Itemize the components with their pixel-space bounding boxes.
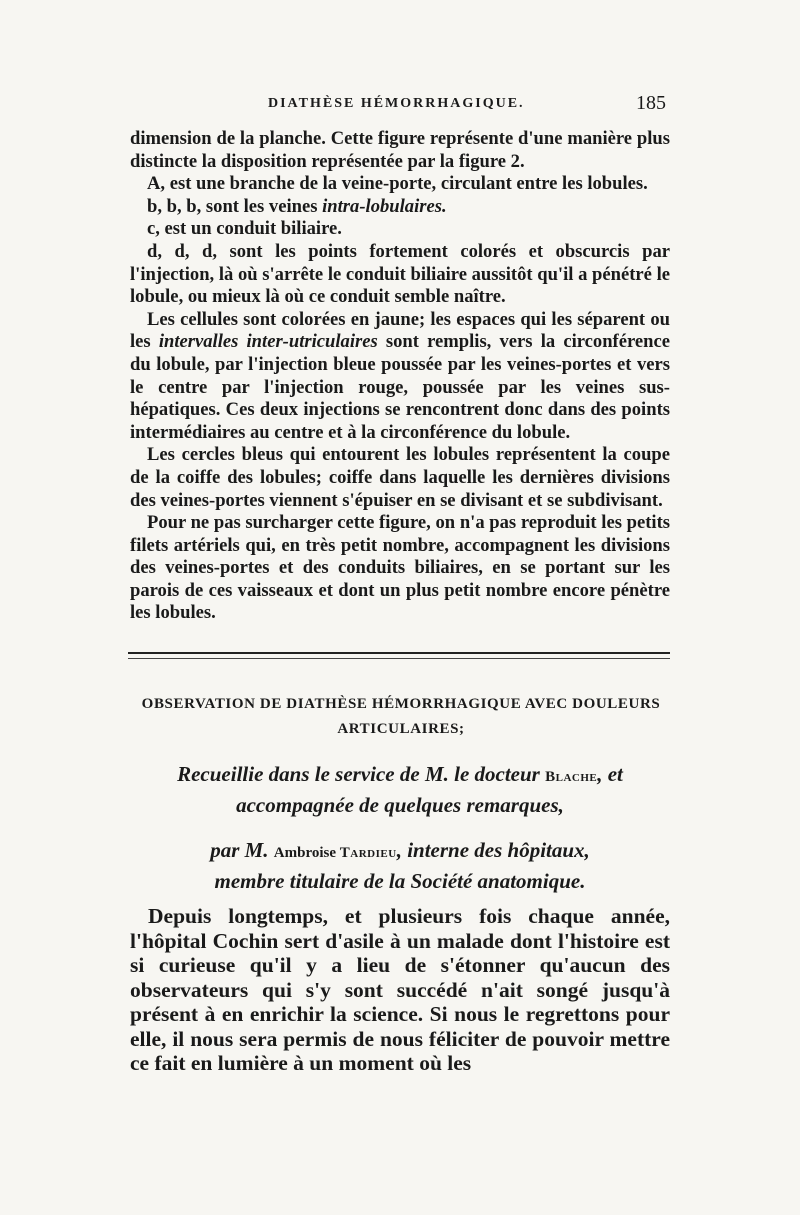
legend-text: sont remplis, vers la circonférence du lobule, par l'injection bleue poussée par les veines-portes et vers le centre par l'injection rouge, poussée par les veines sus-hépatiques. Ces deux injections se rencontrent donc dans des points intermédiaires au centre et à la circonférence du lobule.: [130, 331, 671, 443]
legend-paragraph: A, est une branche de la veine-porte, circulant entre les lobules.: [147, 173, 648, 195]
byline-line: membre titulaire de la Société anatomique.: [214, 869, 586, 893]
byline-text: par M.: [210, 838, 274, 862]
running-title: DIATHÈSE HÉMORRHAGIQUE.: [268, 96, 525, 111]
observation-title: [128, 692, 674, 742]
byline-line: [120, 836, 680, 867]
subtitle-line: accompagnée de quelques remarques,: [236, 793, 564, 817]
page-number: 185: [636, 92, 666, 114]
legend-paragraph: d, d, d, sont les points fortement colorés et obscurcis par l'injection, là où s'arrête le conduit biliaire aussitôt qu'il a pénétré le lobule, ou mieux là où ce conduit semble naître.: [130, 240, 670, 308]
legend-paragraph: Les cercles bleus qui entourent les lobules représentent la coupe de la coiffe des lobules; coiffe dans laquelle les dernières divisions des veines-portes viennent s'épuiser en se divisant et se subdivisant.: [130, 444, 670, 511]
author-first-name: Ambroise: [273, 845, 340, 861]
observation-title-line: ARTICULAIRES;: [337, 721, 465, 737]
observation-body: [130, 904, 670, 1076]
subtitle-line: [120, 760, 680, 791]
legend-paragraph: [130, 309, 670, 445]
section-divider-thin: [128, 658, 670, 659]
subtitle-text: , et: [597, 762, 623, 786]
legend-italic-term: intra-lobulaires.: [322, 195, 447, 217]
legend-paragraph: [130, 196, 670, 219]
body-paragraph: Depuis longtemps, et plusieurs fois chaque année, l'hôpital Cochin sert d'asile à un malade dont l'histoire est si curieuse qu'il y a lieu de s'étonner qu'aucun des observateurs qui s'y sont succédé n'ait songé jusqu'à présent à en enrichir la science. Si nous le regrettons pour elle, il nous sera permis de nous féliciter de pouvoir mettre ce fait en lumière à un moment où les: [130, 904, 670, 1075]
legend-text: b, b, b, sont les veines: [147, 195, 323, 217]
section-divider: [128, 652, 670, 654]
doctor-name: Blache: [545, 769, 598, 785]
observation-title-line: OBSERVATION DE DIATHÈSE HÉMORRHAGIQUE AVEC DOULEURS: [141, 696, 661, 712]
figure-legend-text: [130, 128, 670, 625]
legend-paragraph: c, est un conduit biliaire.: [147, 218, 342, 240]
author-name: Tardieu: [339, 845, 397, 861]
subtitle-text: Recueillie dans le service de M. le docteur: [177, 762, 546, 786]
author-byline: [120, 836, 680, 895]
legend-italic-term: intervalles inter-utriculaires: [158, 331, 378, 353]
observation-subtitle: [120, 760, 680, 819]
legend-text: Les cellules sont colorées en jaune; les espaces qui les séparent ou les: [130, 308, 670, 353]
running-head: [0, 92, 800, 120]
byline-text: , interne des hôpitaux,: [396, 838, 590, 862]
legend-paragraph: Pour ne pas surcharger cette figure, on n'a pas reproduit les petits filets artériels qui, en très petit nombre, accompagnent les divisions des veines-portes et des conduits biliaires, en se portant sur les parois de ces vaisseaux et dont un plus petit nombre encore pénètre les lobules.: [130, 512, 670, 624]
legend-paragraph: dimension de la planche. Cette figure représente d'une manière plus distincte la disposition représentée par la figure 2.: [130, 128, 670, 172]
